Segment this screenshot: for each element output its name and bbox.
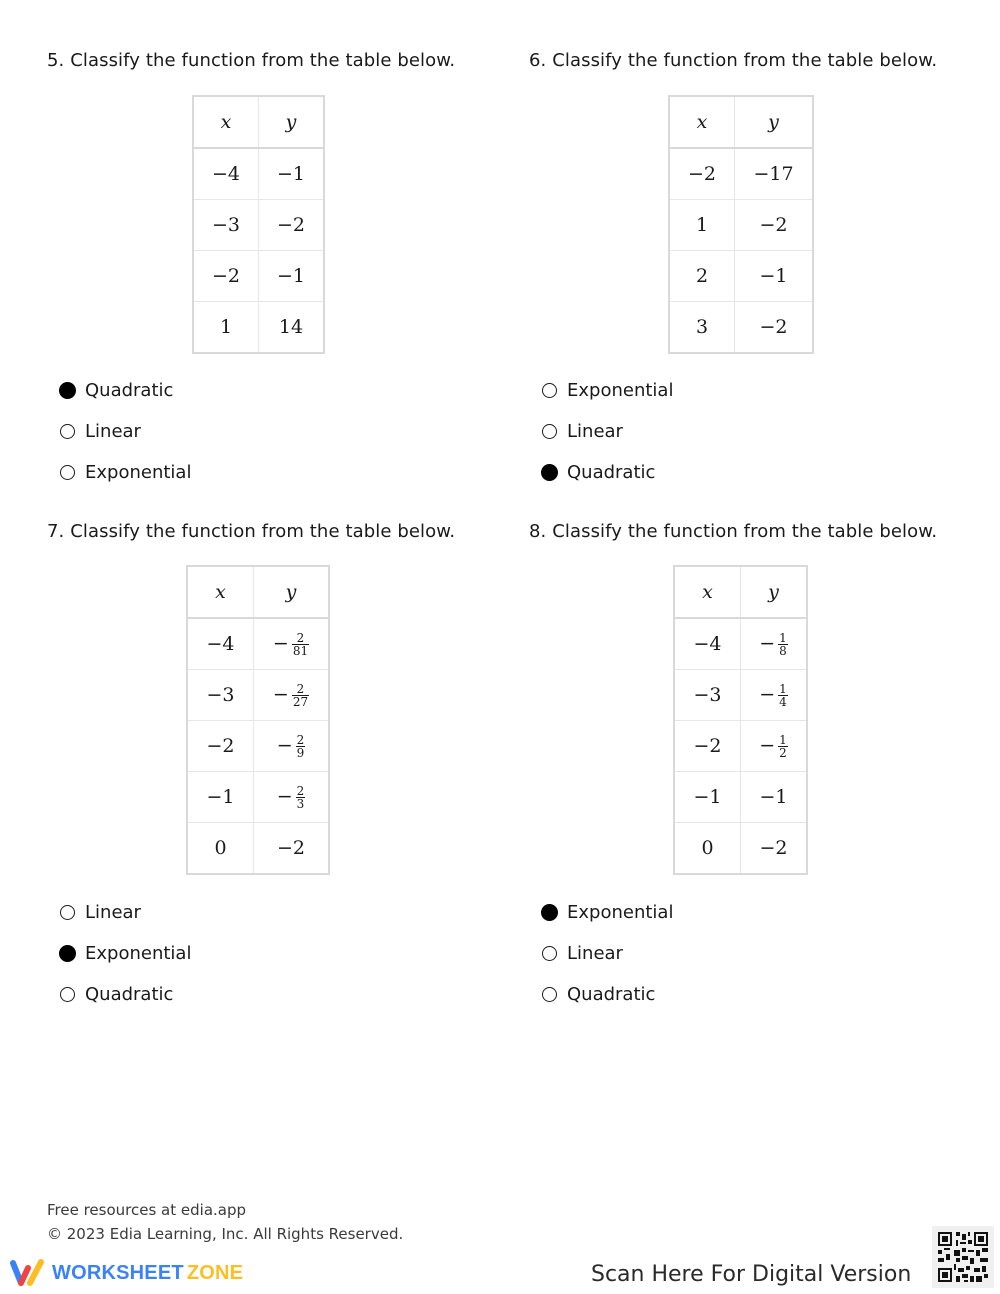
qr-code-icon[interactable] [932, 1226, 994, 1288]
radio-unchecked-icon[interactable] [60, 987, 75, 1002]
option-exponential[interactable] [542, 892, 673, 933]
option-label: Quadratic [567, 462, 656, 483]
option-label: Linear [567, 943, 623, 964]
header-x: x [674, 566, 741, 618]
question-5-prompt: 5. Classify the function from the table below. [47, 50, 456, 71]
table-row [193, 251, 324, 302]
question-8-prompt: 8. Classify the function from the table below. [529, 521, 938, 542]
header-y: y [735, 96, 814, 148]
option-linear[interactable] [60, 892, 191, 933]
radio-checked-icon[interactable] [541, 464, 558, 481]
option-quadratic[interactable] [542, 974, 673, 1015]
cell-y: −2 [741, 823, 808, 875]
table-row [674, 823, 807, 875]
header-y: y [254, 566, 330, 618]
table-row [187, 670, 329, 721]
cell-y: −2 [735, 200, 814, 251]
cell-y: −2 [735, 302, 814, 354]
cell-x: 1 [193, 302, 259, 354]
header-x: x [193, 96, 259, 148]
cell-x: −2 [669, 148, 735, 200]
question-5 [47, 49, 517, 73]
option-label: Linear [567, 421, 623, 442]
fraction: $\frac{1}{2}$ [779, 732, 787, 760]
fraction: $\frac{2}{3}$ [296, 783, 305, 811]
table-row [669, 148, 813, 200]
logo-word-worksheet: WORKSHEET [52, 1261, 184, 1284]
cell-x: 3 [669, 302, 735, 354]
radio-unchecked-icon[interactable] [542, 383, 557, 398]
cell-x: 0 [187, 823, 254, 875]
table-row [674, 721, 807, 772]
question-6-table [668, 95, 814, 354]
cell-x: −1 [187, 772, 254, 823]
question-7-prompt: 7. Classify the function from the table below. [47, 521, 456, 542]
cell-y: − $\frac{1}{8}$ [741, 618, 808, 670]
radio-unchecked-icon[interactable] [542, 946, 557, 961]
cell-x: −4 [187, 618, 254, 670]
option-label: Quadratic [85, 984, 174, 1005]
option-label: Exponential [567, 380, 674, 401]
cell-y: −1 [259, 148, 325, 200]
cell-y: −1 [259, 251, 325, 302]
option-label: Exponential [567, 902, 674, 923]
table-row [187, 721, 329, 772]
cell-x: −4 [193, 148, 259, 200]
option-quadratic[interactable] [60, 974, 191, 1015]
fraction: $\frac{2}{81}$ [292, 630, 309, 658]
logo-w-icon [8, 1258, 48, 1288]
option-label: Exponential [85, 462, 192, 483]
table-row [193, 302, 324, 354]
header-x: x [669, 96, 735, 148]
table-row [193, 148, 324, 200]
option-quadratic[interactable] [60, 370, 191, 411]
option-linear[interactable] [60, 411, 191, 452]
cell-y: −2 [254, 823, 330, 875]
cell-x: 2 [669, 251, 735, 302]
question-6-options [542, 370, 673, 493]
fraction: $\frac{2}{27}$ [292, 681, 309, 709]
question-8 [529, 520, 999, 544]
table-row [674, 670, 807, 721]
cell-x: −3 [193, 200, 259, 251]
table-row [187, 772, 329, 823]
cell-y: −1 [735, 251, 814, 302]
question-7-options [60, 892, 191, 1015]
header-y: y [259, 96, 325, 148]
table-row [674, 772, 807, 823]
cell-y: −2 [259, 200, 325, 251]
cell-x: −2 [187, 721, 254, 772]
radio-unchecked-icon[interactable] [542, 987, 557, 1002]
cell-y: − $\frac{2}{3}$ [254, 772, 330, 823]
question-6-prompt: 6. Classify the function from the table below. [529, 50, 938, 71]
question-8-options [542, 892, 673, 1015]
table-row [187, 618, 329, 670]
table-row [669, 302, 813, 354]
table-row [674, 618, 807, 670]
table-row [669, 251, 813, 302]
cell-y: − $\frac{1}{4}$ [741, 670, 808, 721]
fraction: $\frac{1}{8}$ [779, 630, 787, 658]
radio-unchecked-icon[interactable] [60, 905, 75, 920]
radio-checked-icon[interactable] [541, 904, 558, 921]
question-8-table [673, 565, 808, 875]
header-x: x [187, 566, 254, 618]
cell-x: −2 [674, 721, 741, 772]
option-exponential[interactable] [60, 933, 191, 974]
option-exponential[interactable] [60, 452, 191, 493]
fraction: $\frac{2}{9}$ [296, 732, 305, 760]
option-label: Linear [85, 421, 141, 442]
question-7 [47, 520, 517, 544]
cell-x: −4 [674, 618, 741, 670]
radio-unchecked-icon[interactable] [60, 465, 75, 480]
table-row [669, 200, 813, 251]
cell-y: −1 [741, 772, 808, 823]
scan-text: Scan Here For Digital Version [591, 1262, 912, 1287]
logo-word-zone: ZONE [186, 1261, 244, 1284]
cell-y: − $\frac{2}{81}$ [254, 618, 330, 670]
copyright-text: © 2023 Edia Learning, Inc. All Rights Reserved. [47, 1225, 404, 1243]
worksheet-zone-logo[interactable] [8, 1258, 243, 1288]
cell-x: −3 [187, 670, 254, 721]
question-5-options [60, 370, 191, 493]
cell-x: −1 [674, 772, 741, 823]
question-6 [529, 49, 999, 73]
resources-link[interactable]: Free resources at edia.app [47, 1201, 247, 1219]
cell-x: 0 [674, 823, 741, 875]
cell-y: 14 [259, 302, 325, 354]
option-label: Quadratic [85, 380, 174, 401]
cell-y: − $\frac{2}{9}$ [254, 721, 330, 772]
table-row [193, 200, 324, 251]
cell-y: − $\frac{1}{2}$ [741, 721, 808, 772]
question-7-table [186, 565, 330, 875]
cell-x: −2 [193, 251, 259, 302]
fraction: $\frac{1}{4}$ [779, 681, 787, 709]
option-label: Linear [85, 902, 141, 923]
header-y: y [741, 566, 808, 618]
option-quadratic[interactable] [542, 452, 673, 493]
question-5-table [192, 95, 325, 354]
table-row [187, 823, 329, 875]
radio-unchecked-icon[interactable] [542, 424, 557, 439]
radio-checked-icon[interactable] [59, 945, 76, 962]
option-label: Exponential [85, 943, 192, 964]
radio-checked-icon[interactable] [59, 382, 76, 399]
option-exponential[interactable] [542, 370, 673, 411]
cell-x: −3 [674, 670, 741, 721]
cell-y: −17 [735, 148, 814, 200]
cell-x: 1 [669, 200, 735, 251]
radio-unchecked-icon[interactable] [60, 424, 75, 439]
cell-y: − $\frac{2}{27}$ [254, 670, 330, 721]
option-linear[interactable] [542, 411, 673, 452]
option-linear[interactable] [542, 933, 673, 974]
option-label: Quadratic [567, 984, 656, 1005]
